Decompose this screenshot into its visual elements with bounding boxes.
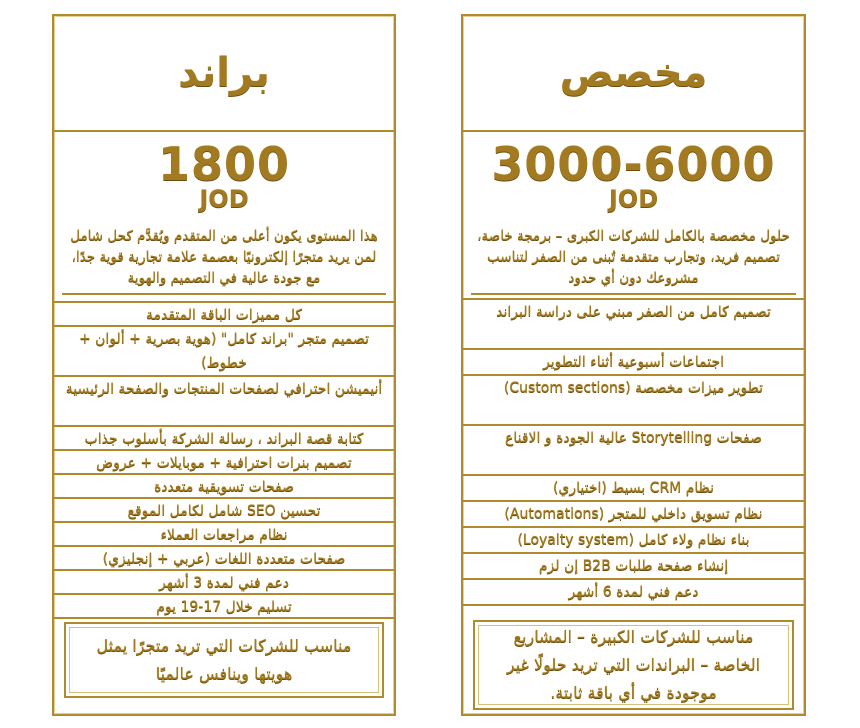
brand-package-price: 1800 [157, 137, 291, 191]
custom-feature-list [463, 298, 804, 606]
divider [62, 293, 386, 295]
feature-item: تطوير ميزات مخصصة (Custom sections) [463, 376, 804, 426]
feature-item: دعم فني لمدة 6 أشهر [463, 580, 804, 606]
feature-item: نظام مراجعات العملاء [54, 523, 394, 547]
feature-item: نظام تسويق داخلي للمتجر (Automations) [463, 502, 804, 528]
feature-item: تحسين SEO شامل لكامل الموقع [54, 499, 394, 523]
custom-package-note: مناسب للشركات الكبيرة – المشاريع الخاصة – البراندات التي تريد حلولًا غير موجودة في أي باقة ثابتة. [473, 620, 794, 710]
feature-item: صفحات متعددة اللغات (عربي + إنجليزي) [54, 547, 394, 571]
feature-item: كتابة قصة البراند ، رسالة الشركة بأسلوب جذاب [54, 427, 394, 451]
brand-package-card [52, 14, 396, 716]
divider [471, 293, 796, 295]
custom-package-card [461, 14, 806, 716]
feature-item: نظام CRM بسيط (اختياري) [463, 476, 804, 502]
brand-package-title: براند [54, 16, 394, 132]
feature-item: دعم فني لمدة 3 أشهر [54, 571, 394, 595]
custom-package-title: مخصص [463, 16, 804, 132]
custom-package-description: حلول مخصصة بالكامل للشركات الكبرى – برمجة خاصة، تصميم فريد، وتجارب متقدمة تُبنى من الصفر لتناسب مشروعك دون أي حدود [477, 228, 790, 286]
custom-package-price: 3000-6000 [491, 137, 776, 191]
brand-package-note: مناسب للشركات التي تريد متجرًا يمثل هويتها وينافس عالميًا [64, 622, 384, 698]
feature-item: صفحات Storytelling عالية الجودة و الاقناع [463, 426, 804, 476]
brand-feature-list [54, 301, 394, 619]
feature-item: تسليم خلال 17-19 يوم [54, 595, 394, 619]
feature-item: كل مميزات الباقة المتقدمة [54, 301, 394, 327]
brand-package-currency: JOD [199, 185, 249, 213]
feature-item: أنيميشن احترافي لصفحات المنتجات والصفحة الرئيسية [54, 377, 394, 427]
custom-package-currency: JOD [608, 185, 659, 213]
feature-item: بناء نظام ولاء كامل (Loyalty system) [463, 528, 804, 554]
feature-item: تصميم بنرات احترافية + موبايلات + عروض [54, 451, 394, 475]
feature-item: صفحات تسويقية متعددة [54, 475, 394, 499]
feature-item: تصميم كامل من الصفر مبني على دراسة البراند [463, 298, 804, 350]
brand-package-description: هذا المستوى يكون أعلى من المتقدم ويُقدَّم كحل شامل لمن يريد متجرًا إلكترونيًا بعصمة علامة تجارية قوية جدًا، مع جودة عالية في التصميم والهوية [70, 228, 378, 286]
feature-item: تصميم متجر "براند كامل" (هوية بصرية + ألوان + خطوط) [54, 327, 394, 377]
feature-item: إنشاء صفحة طلبات B2B إن لزم [463, 554, 804, 580]
feature-item: اجتماعات أسبوعية أثناء التطوير [463, 350, 804, 376]
